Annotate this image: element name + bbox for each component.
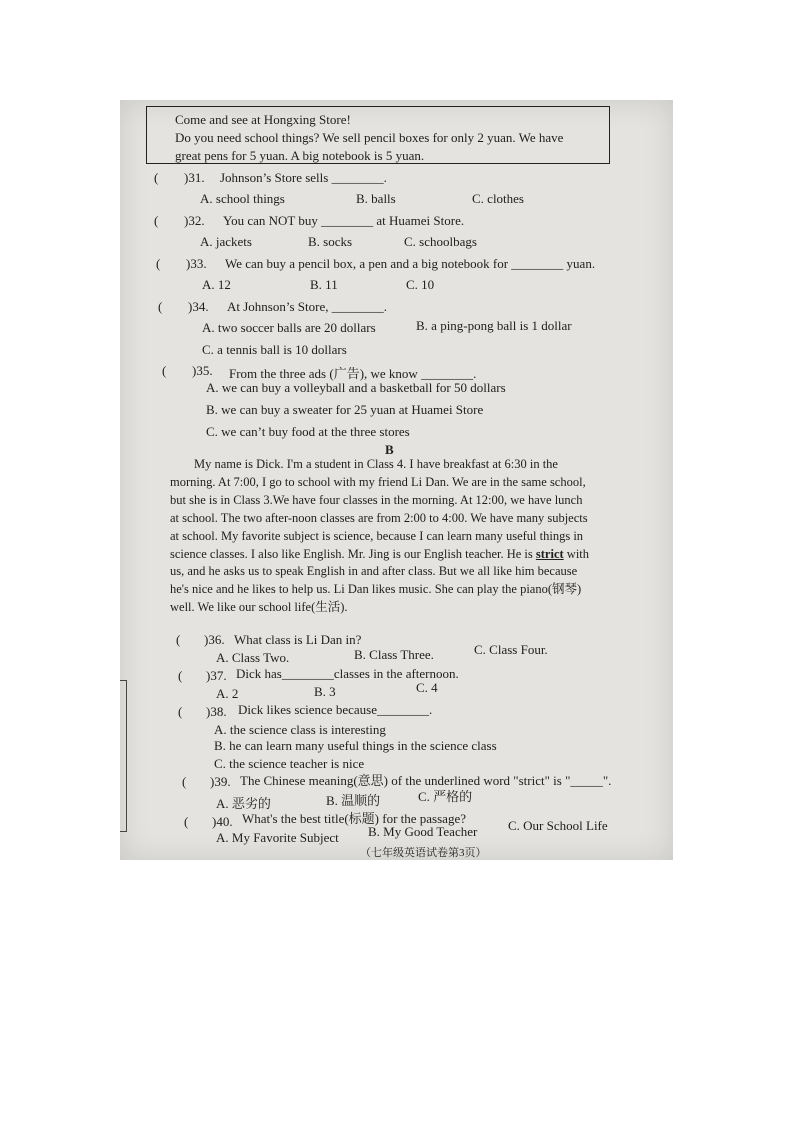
question-text: At Johnson’s Store, ________. (227, 299, 387, 314)
answer-paren[interactable]: ( (154, 213, 159, 228)
passage-line: at school. My favorite subject is science, because I can learn many useful things in (170, 528, 584, 543)
answer-paren[interactable]: ( (156, 256, 161, 271)
answer-paren[interactable]: ( (162, 363, 167, 378)
option-b[interactable]: B. he can learn many useful things in the science class (214, 738, 497, 753)
passage-line: morning. At 7:00, I go to school with my friend Li Dan. We are in the same school, (170, 474, 586, 489)
answer-paren[interactable]: ( (178, 704, 183, 719)
underlined-word-strict: strict (535, 546, 564, 561)
ad-box-hongxing (146, 106, 610, 164)
ad-line: great pens for 5 yuan. A big notebook is 5 yuan. (175, 148, 425, 163)
option-a[interactable]: A. 恶劣的 (216, 796, 271, 811)
reading-passage (170, 456, 610, 617)
answer-paren[interactable]: ( (178, 668, 183, 683)
option-a[interactable]: A. the science class is interesting (214, 722, 386, 737)
answer-paren[interactable]: ( (158, 299, 163, 314)
answer-paren[interactable]: ( (176, 632, 181, 647)
question-number: )39. (210, 774, 231, 789)
option-c[interactable]: C. a tennis ball is 10 dollars (202, 342, 347, 357)
option-c[interactable]: C. schoolbags (404, 234, 477, 249)
option-b[interactable]: B. socks (308, 234, 353, 249)
option-a[interactable]: A. we can buy a volleyball and a basketball for 50 dollars (206, 380, 506, 395)
option-c[interactable]: C. Our School Life (508, 818, 608, 833)
option-c[interactable]: C. 10 (406, 277, 435, 292)
passage-line: My name is Dick. I'm a student in Class 4. I have breakfast at 6:30 in the (194, 457, 558, 471)
question-number: )32. (184, 213, 205, 228)
passage-line: he's nice and he likes to help us. Li Dan likes music. She can play the piano(钢琴) (170, 582, 582, 597)
question-number: )34. (188, 299, 209, 314)
question-text: From the three ads (广告), we know ________. (229, 366, 477, 381)
option-c[interactable]: C. 严格的 (418, 789, 473, 804)
answer-paren[interactable]: ( (184, 814, 189, 829)
question-text: You can NOT buy ________ at Huamei Store. (223, 213, 465, 228)
section-title-b: B (385, 442, 394, 457)
page-footer: （七年级英语试卷第3页） (360, 847, 487, 859)
option-a[interactable]: A. My Favorite Subject (216, 830, 339, 845)
passage-line: but she is in Class 3.We have four classes in the morning. At 12:00, we have lunch (170, 492, 583, 507)
question-number: )38. (206, 704, 227, 719)
option-b[interactable]: B. balls (356, 191, 396, 206)
passage-line: science classes. I also like English. Mr. Jing is our English teacher. He is strict with (170, 546, 590, 561)
option-a[interactable]: A. Class Two. (216, 650, 290, 665)
option-a[interactable]: A. school things (200, 191, 285, 206)
option-b[interactable]: B. Class Three. (354, 647, 434, 662)
option-b[interactable]: B. My Good Teacher (368, 824, 478, 839)
question-text: Dick has________classes in the afternoon. (236, 666, 459, 681)
ad-line: Come and see at Hongxing Store! (175, 112, 351, 127)
passage-line: at school. The two after-noon classes are from 2:00 to 4:00. We have many subjects (170, 510, 588, 525)
question-text: What's the best title(标题) for the passage? (242, 811, 466, 826)
option-a[interactable]: A. two soccer balls are 20 dollars (202, 320, 376, 335)
answer-paren[interactable]: ( (182, 774, 187, 789)
ad-line: Do you need school things? We sell pencil boxes for only 2 yuan. We have (175, 130, 564, 145)
option-b[interactable]: B. 11 (310, 277, 338, 292)
option-c[interactable]: C. 4 (416, 680, 438, 695)
question-number: )35. (192, 363, 213, 378)
option-c[interactable]: C. clothes (472, 191, 524, 206)
question-number: )40. (212, 814, 233, 829)
answer-paren[interactable]: ( (154, 170, 159, 185)
option-c[interactable]: C. the science teacher is nice (214, 756, 365, 771)
question-text: Dick likes science because________. (238, 702, 433, 717)
question-text: The Chinese meaning(意思) of the underlined word "strict" is "_____". (240, 773, 612, 788)
exam-photo (120, 100, 673, 860)
option-a[interactable]: A. jackets (200, 234, 252, 249)
option-c[interactable]: C. Class Four. (474, 642, 548, 657)
question-text: We can buy a pencil box, a pen and a big notebook for ________ yuan. (225, 256, 596, 271)
question-number: )37. (206, 668, 227, 683)
edge-mark (120, 680, 127, 832)
question-number: )33. (186, 256, 207, 271)
option-b[interactable]: B. 3 (314, 684, 336, 699)
passage-line: well. We like our school life(生活). (170, 600, 348, 615)
option-b[interactable]: B. we can buy a sweater for 25 yuan at Huamei Store (206, 402, 484, 417)
option-a[interactable]: A. 2 (216, 686, 239, 701)
option-a[interactable]: A. 12 (202, 277, 231, 292)
option-c[interactable]: C. we can’t buy food at the three stores (206, 424, 410, 439)
question-number: )31. (184, 170, 205, 185)
passage-line: us, and he asks us to speak English in and after class. But we all like him because (170, 564, 578, 579)
option-b[interactable]: B. 温顺的 (326, 793, 381, 808)
question-text: What class is Li Dan in? (234, 632, 362, 647)
question-text: Johnson’s Store sells ________. (220, 170, 387, 185)
question-number: )36. (204, 632, 225, 647)
option-b[interactable]: B. a ping-pong ball is 1 dollar (416, 318, 572, 333)
